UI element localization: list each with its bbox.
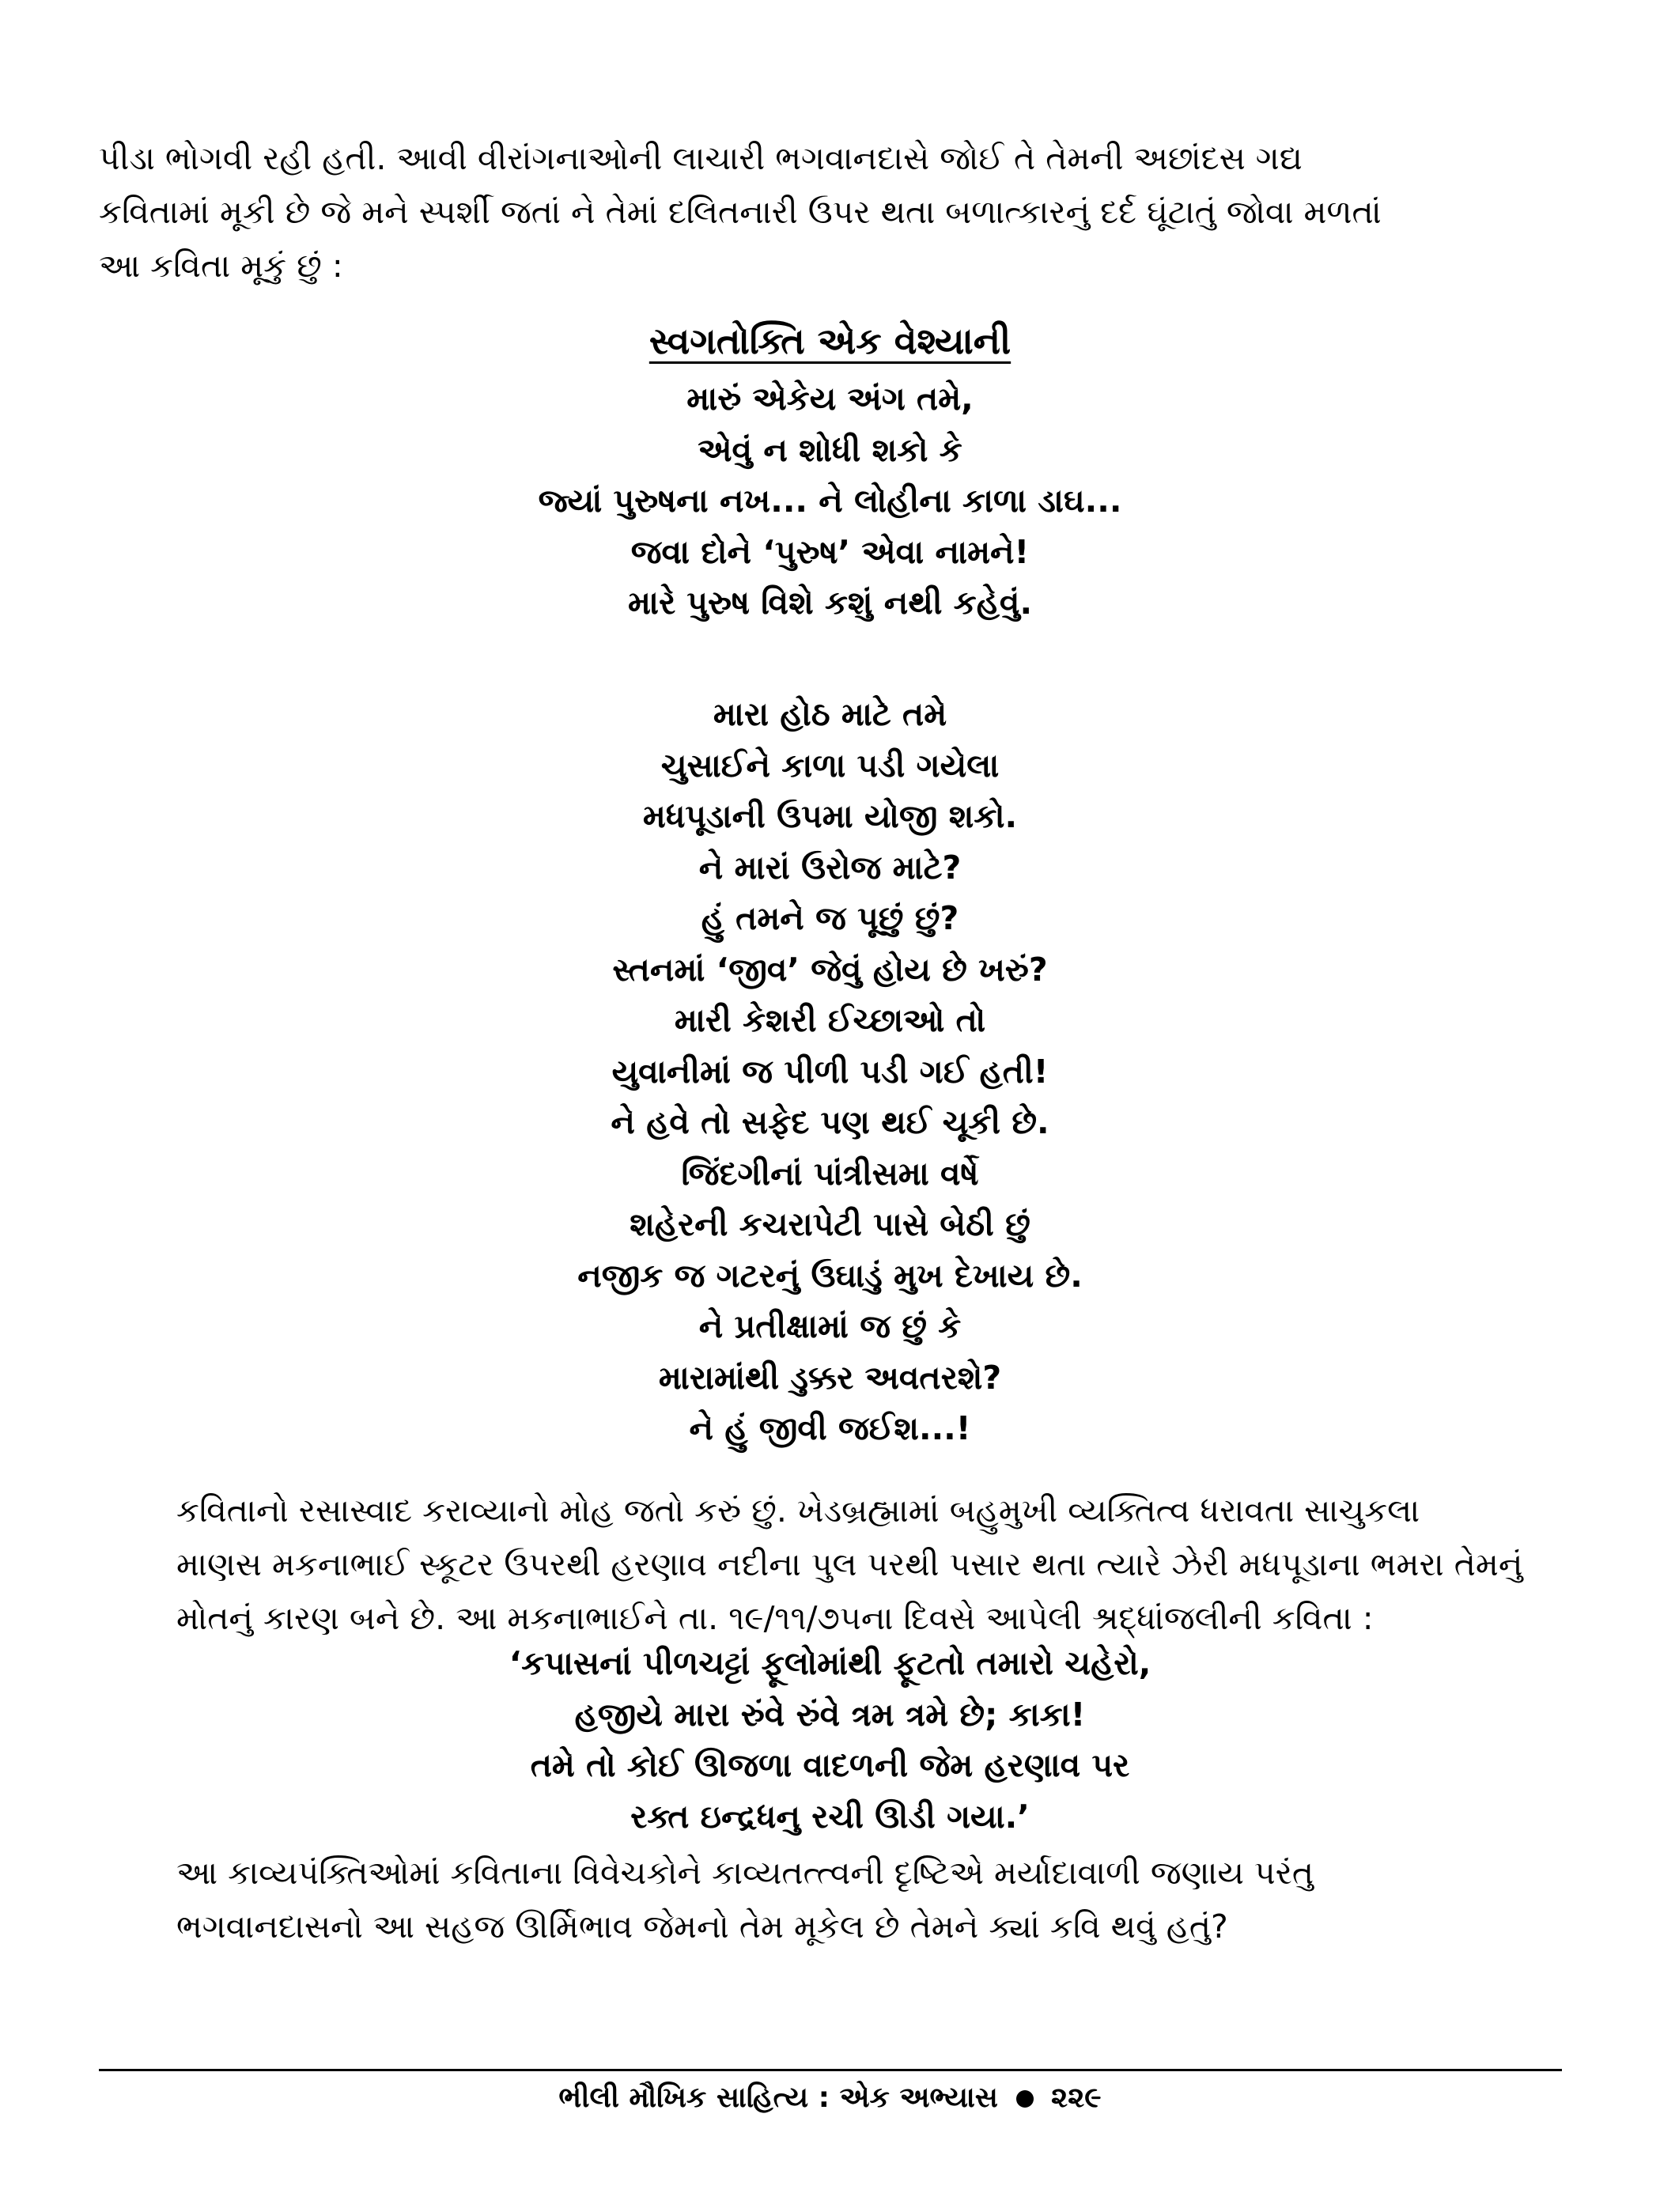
footer-rule [99, 2069, 1562, 2071]
paragraph-line: આ કાવ્યપંક્તિઓમાં કવિતાના વિવેચકોને કાવ્યતત્ત્વની દૃષ્ટિએ મર્યાદાવાળી જણાય પરંતુ [176, 1854, 1314, 1892]
paragraph-line: કવિતાનો રસાસ્વાદ કરાવ્યાનો મોહ જતો કરું છું. ખેડબ્રહ્મામાં બહુમુખી વ્યક્તિત્વ ધરાવતા સાચુકલા [176, 1492, 1420, 1529]
poem-line: ને હું જીવી જઈશ...! [689, 1409, 971, 1447]
quote-line: તમે તો કોઈ ઊજળા વાદળની જેમ હરણાવ પર [530, 1746, 1130, 1784]
paragraph-line: મોતનું કારણ બને છે. આ મકનાભાઈને તા. ૧૯/૧૧/૭૫ના દિવસે આપેલી શ્રદ્ધાંજલીની કવિતા : [176, 1599, 1374, 1637]
intro-line-3: આ કવિતા મૂકું છું : [99, 247, 343, 285]
quote-line: હજીયે મારા રુંવે રુંવે ત્રમ ત્રમે છે; કાકા! [574, 1695, 1086, 1734]
poem-line: નજીક જ ગટરનું ઉઘાડું મુખ દેખાય છે. [577, 1256, 1083, 1295]
intro-line-1: પીડા ભોગવી રહી હતી. આવી વીરાંગનાઓની લાચારી ભગવાનદાસે જોઈ તે તેમની અછાંદસ ગદ્ય [99, 139, 1303, 177]
poem-line: એવું ન શોધી શકો કે [698, 430, 962, 469]
poem-title [0, 315, 1660, 367]
poem-line: મારે પુરુષ વિશે કશું નથી કહેવું. [627, 584, 1033, 622]
paragraph-line: ભગવાનદાસનો આ સહજ ઊર્મિભાવ જેમનો તેમ મૂકેલ છે તેમને ક્યાં કવિ થવું હતું? [176, 1908, 1228, 1945]
intro-line-2: કવિતામાં મૂકી છે જે મને સ્પર્શી જતાં ને તેમાં દલિતનારી ઉપર થતા બળાત્કારનું દર્દ ઘૂંટાતું જોવા મળતાં [99, 193, 1382, 231]
poem-title-text: સ્વગતોક્તિ એક વેશ્યાની [648, 320, 1012, 362]
intro-paragraph [99, 131, 1562, 293]
poem-line: શહેરની કચરાપેટી પાસે બેઠી છું [630, 1205, 1030, 1243]
poem-line: જવા દોને ‘પુરુષ’ એવા નામને! [630, 532, 1030, 571]
poem-line: જ્યાં પુરુષના નખ... ને લોહીના કાળા ડાઘ... [538, 482, 1122, 520]
page-number: ૨૨૯ [1051, 2082, 1102, 2114]
poem-line: મારું એકેય અંગ તમે, [686, 380, 974, 418]
tribute-quote [0, 1638, 1660, 1842]
poem-line: મારામાંથી ડુક્કર અવતરશે? [658, 1358, 1002, 1397]
poem-line: જિંદગીનાં પાંત્રીસમા વર્ષે [681, 1154, 979, 1193]
poem-line: સ્તનમાં ‘જીવ’ જેવું હોય છે ખરું? [612, 950, 1048, 989]
poem-stanza-2 [0, 689, 1660, 1454]
poem-line: મારા હોઠ માટે તમે [713, 695, 947, 733]
quote-line: રક્ત ઇન્દ્રધનુ રચી ઊડી ગયા.’ [630, 1797, 1030, 1836]
poem-line: ને મારાં ઉરોજ માટે? [698, 848, 962, 887]
poem-line: હું તમને જ પૂછું છું? [701, 899, 959, 937]
third-paragraph [99, 1846, 1562, 1953]
page-footer [0, 2077, 1660, 2119]
poem-line: યુવાનીમાં જ પીળી પડી ગઈ હતી! [611, 1052, 1049, 1091]
poem-stanza-1 [0, 373, 1660, 629]
poem-line: મધપૂડાની ઉપમા યોજી શકો. [642, 797, 1018, 835]
poem-line: મારી કેશરી ઈચ્છાઓ તો [674, 1001, 986, 1039]
bullet-icon [1016, 2090, 1034, 2108]
poem-line: ચુસાઈને કાળા પડી ગયેલા [660, 746, 1000, 785]
poem-line: ને હવે તો સફેદ પણ થઈ ચૂકી છે. [611, 1103, 1049, 1141]
second-paragraph [99, 1484, 1562, 1645]
paragraph-line: માણસ મકનાભાઈ સ્કૂટર ઉપરથી હરણાવ નદીના પુલ પરથી પસાર થતા ત્યારે ઝેરી મધપૂડાના ભમરા તેમનું [176, 1545, 1523, 1583]
quote-line: ‘કપાસનાં પીળચટ્ટાં ફૂલોમાંથી ફૂટતો તમારો ચહેરો, [509, 1644, 1151, 1682]
poem-line: ને પ્રતીક્ષામાં જ છું કે [698, 1307, 962, 1345]
book-title: ભીલી મૌખિક સાહિત્ય : એક અભ્યાસ [558, 2082, 998, 2114]
